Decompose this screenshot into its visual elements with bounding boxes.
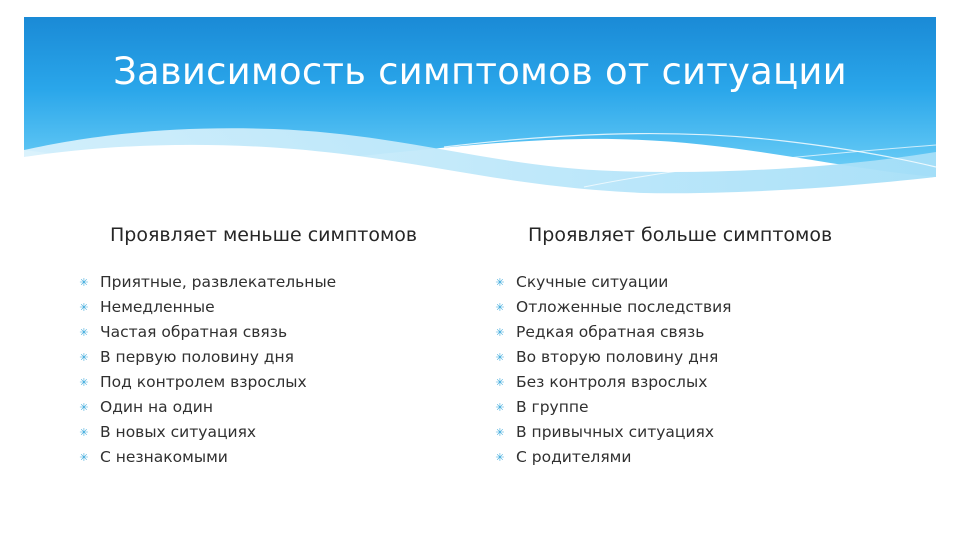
list-item — [494, 420, 914, 445]
list-item — [78, 445, 478, 470]
list-item-text: Один на один — [100, 398, 214, 416]
asterisk-bullet-icon: ✳ — [495, 301, 505, 314]
title-banner — [24, 17, 936, 200]
list-item-text: Под контролем взрослых — [100, 373, 307, 391]
asterisk-bullet-icon: ✳ — [495, 451, 505, 464]
list-item — [78, 370, 478, 395]
list-item-text: Частая обратная связь — [100, 323, 288, 341]
asterisk-bullet-icon: ✳ — [79, 376, 89, 389]
list-item-text: В первую половину дня — [100, 348, 294, 366]
list-item-text: Приятные, развлекательные — [100, 273, 337, 291]
asterisk-bullet-icon: ✳ — [495, 326, 505, 339]
fewer-symptoms-heading: Проявляет меньше симптомов — [110, 224, 418, 246]
asterisk-bullet-icon: ✳ — [79, 451, 89, 464]
more-symptoms-column — [494, 224, 914, 470]
list-item-text: С незнакомыми — [100, 448, 228, 466]
fewer-symptoms-column — [78, 224, 478, 470]
list-item — [494, 345, 914, 370]
list-item — [494, 445, 914, 470]
list-item — [78, 320, 478, 345]
list-item-text: В новых ситуациях — [100, 423, 257, 441]
list-item-text: Отложенные последствия — [516, 298, 732, 316]
list-item — [494, 395, 914, 420]
list-item — [78, 420, 478, 445]
list-item — [78, 270, 478, 295]
asterisk-bullet-icon: ✳ — [79, 426, 89, 439]
asterisk-bullet-icon: ✳ — [79, 276, 89, 289]
asterisk-bullet-icon: ✳ — [495, 426, 505, 439]
asterisk-bullet-icon: ✳ — [495, 351, 505, 364]
asterisk-bullet-icon: ✳ — [495, 401, 505, 414]
list-item-text: В привычных ситуациях — [516, 423, 715, 441]
list-item — [78, 295, 478, 320]
banner-wave-graphic — [24, 17, 936, 200]
list-item-text: В группе — [516, 398, 589, 416]
asterisk-bullet-icon: ✳ — [495, 376, 505, 389]
more-symptoms-heading: Проявляет больше симптомов — [528, 224, 833, 246]
list-item-text: С родителями — [516, 448, 632, 466]
list-item — [494, 320, 914, 345]
list-item-text: Немедленные — [100, 298, 215, 316]
fewer-symptoms-list — [78, 270, 478, 470]
asterisk-bullet-icon: ✳ — [79, 301, 89, 314]
list-item — [494, 295, 914, 320]
asterisk-bullet-icon: ✳ — [79, 401, 89, 414]
list-item — [494, 270, 914, 295]
asterisk-bullet-icon: ✳ — [495, 276, 505, 289]
list-item-text: Без контроля взрослых — [516, 373, 708, 391]
list-item-text: Редкая обратная связь — [516, 323, 705, 341]
asterisk-bullet-icon: ✳ — [79, 351, 89, 364]
asterisk-bullet-icon: ✳ — [79, 326, 89, 339]
more-symptoms-list — [494, 270, 914, 470]
list-item — [78, 345, 478, 370]
list-item — [78, 395, 478, 420]
slide-title: Зависимость симптомов от ситуации — [113, 50, 847, 93]
list-item-text: Во вторую половину дня — [516, 348, 719, 366]
list-item-text: Скучные ситуации — [516, 273, 669, 291]
list-item — [494, 370, 914, 395]
